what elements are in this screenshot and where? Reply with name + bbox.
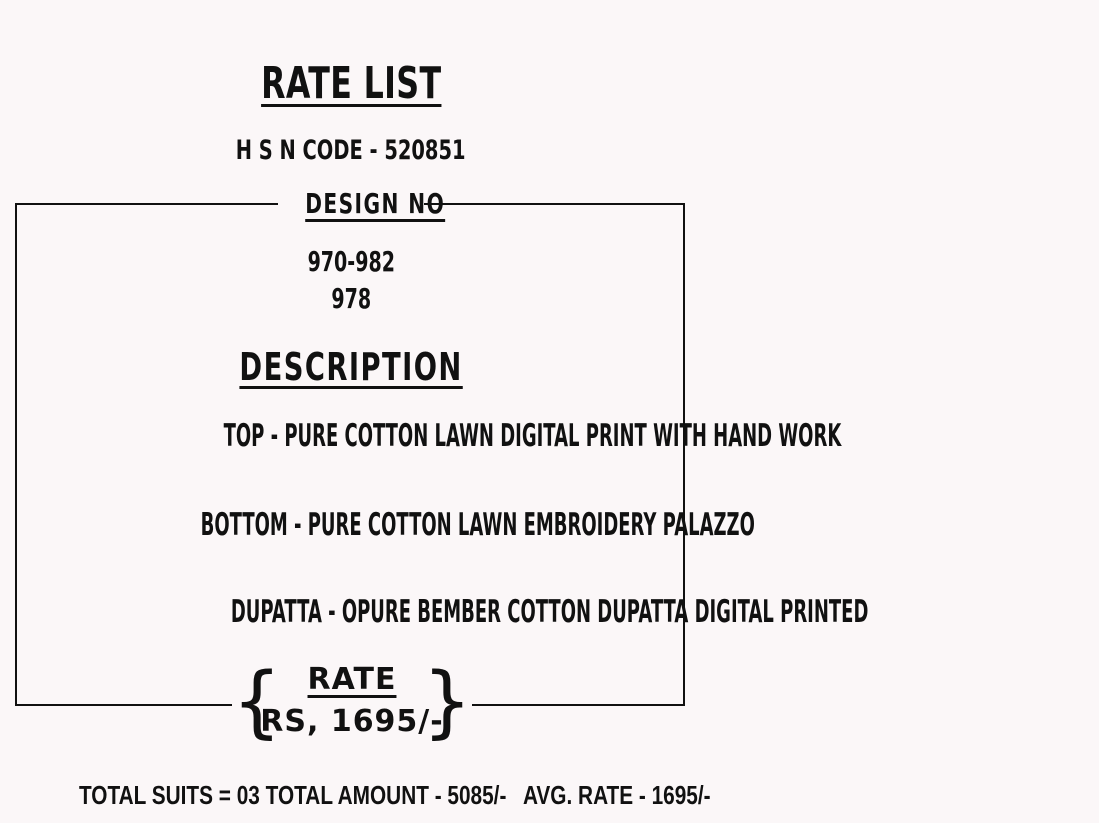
rate-block (232, 657, 472, 747)
design-no-heading (278, 187, 446, 221)
summary-text: TOTAL SUITS = 03 TOTAL AMOUNT - 5085/- AVG. RATE - 1695/- (78, 780, 711, 810)
description-heading-text: DESCRIPTION (239, 345, 463, 389)
design-range-text: 970-982 (307, 245, 395, 278)
design-number (0, 282, 702, 316)
description-heading (0, 344, 702, 390)
description-top (0, 417, 842, 455)
hsn-code-text: H S N CODE - 520851 (236, 135, 466, 166)
design-number-text: 978 (331, 282, 371, 315)
description-bottom-text: BOTTOM - PURE COTTON LAWN EMBROIDERY PALAZZO (200, 507, 755, 543)
rate-label: RATE (307, 662, 397, 697)
design-no-heading-text: DESIGN NO (305, 187, 446, 220)
rate-value: RS, 1695/- (260, 704, 444, 739)
title-text: RATE LIST (260, 58, 442, 109)
design-range (0, 245, 702, 279)
summary-line (0, 779, 711, 811)
description-dupatta-text: DUPATTA - OPURE BEMBER COTTON DUPATTA DIGITAL PRINTED (230, 594, 869, 630)
right-brace: } (422, 657, 472, 747)
hsn-code (0, 134, 702, 168)
description-dupatta (0, 593, 869, 631)
description-bottom (0, 506, 755, 544)
page-title (0, 58, 702, 110)
description-top-text: TOP - PURE COTTON LAWN DIGITAL PRINT WITH HAND WORK (223, 418, 842, 454)
left-brace: { (232, 657, 282, 747)
